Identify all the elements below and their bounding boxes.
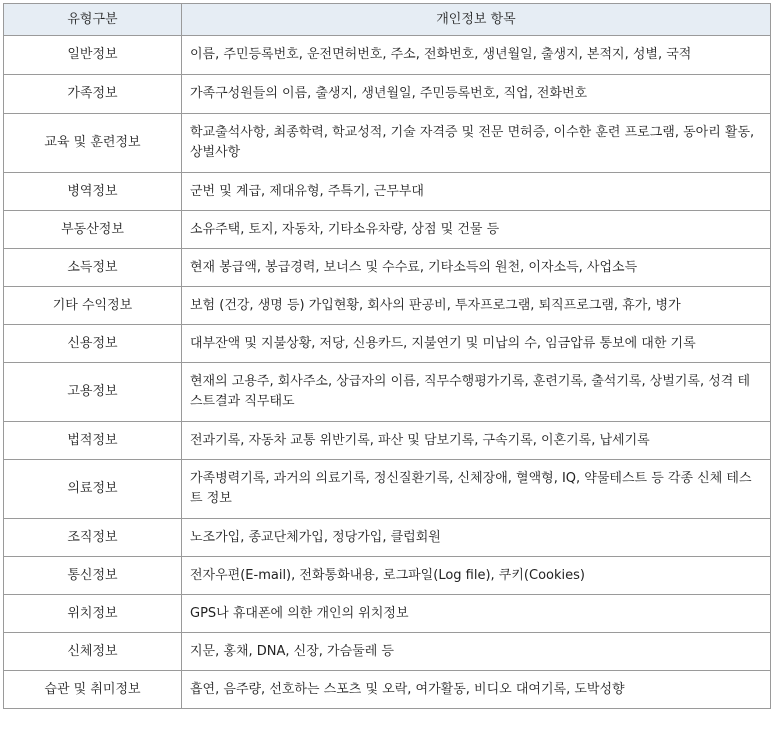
row-category: 법적정보 bbox=[4, 422, 182, 460]
row-items: 가족구성원들의 이름, 출생지, 생년월일, 주민등록번호, 직업, 전화번호 bbox=[182, 75, 771, 114]
row-items: 지문, 홍채, DNA, 신장, 가슴둘레 등 bbox=[182, 633, 771, 671]
row-category: 병역정보 bbox=[4, 173, 182, 211]
table-row bbox=[4, 249, 771, 287]
row-items: 전과기록, 자동차 교통 위반기록, 파산 및 담보기록, 구속기록, 이혼기록, 납세기록 bbox=[182, 422, 771, 460]
table-row bbox=[4, 36, 771, 75]
row-items: 보험 (건강, 생명 등) 가입현황, 회사의 판공비, 투자프로그램, 퇴직프로그램, 휴가, 병가 bbox=[182, 287, 771, 325]
row-items: 학교출석사항, 최종학력, 학교성적, 기술 자격증 및 전문 면허증, 이수한 훈련 프로그램, 동아리 활동, 상벌사항 bbox=[182, 114, 771, 173]
table-row bbox=[4, 114, 771, 173]
table-row bbox=[4, 75, 771, 114]
row-category: 통신정보 bbox=[4, 557, 182, 595]
row-category: 의료정보 bbox=[4, 460, 182, 519]
header-items: 개인정보 항목 bbox=[182, 4, 771, 36]
row-category: 위치정보 bbox=[4, 595, 182, 633]
row-category: 신체정보 bbox=[4, 633, 182, 671]
row-items: GPS나 휴대폰에 의한 개인의 위치정보 bbox=[182, 595, 771, 633]
table-row bbox=[4, 363, 771, 422]
table-row bbox=[4, 671, 771, 709]
row-items: 이름, 주민등록번호, 운전면허번호, 주소, 전화번호, 생년월일, 출생지, 본적지, 성별, 국적 bbox=[182, 36, 771, 75]
table-row bbox=[4, 211, 771, 249]
row-items: 노조가입, 종교단체가입, 정당가입, 클럽회원 bbox=[182, 519, 771, 557]
row-category: 부동산정보 bbox=[4, 211, 182, 249]
row-items: 현재의 고용주, 회사주소, 상급자의 이름, 직무수행평가기록, 훈련기록, 출석기록, 상벌기록, 성격 테스트결과 직무태도 bbox=[182, 363, 771, 422]
row-items: 대부잔액 및 지불상황, 저당, 신용카드, 지불연기 및 미납의 수, 임금압류 통보에 대한 기록 bbox=[182, 325, 771, 363]
row-items: 흡연, 음주량, 선호하는 스포츠 및 오락, 여가활동, 비디오 대여기록, 도박성향 bbox=[182, 671, 771, 709]
table-header-row bbox=[4, 4, 771, 36]
personal-info-table bbox=[3, 3, 771, 709]
table-row bbox=[4, 633, 771, 671]
row-category: 습관 및 취미정보 bbox=[4, 671, 182, 709]
table-row bbox=[4, 287, 771, 325]
row-items: 소유주택, 토지, 자동차, 기타소유차량, 상점 및 건물 등 bbox=[182, 211, 771, 249]
row-category: 고용정보 bbox=[4, 363, 182, 422]
table-row bbox=[4, 595, 771, 633]
table-row bbox=[4, 519, 771, 557]
row-category: 가족정보 bbox=[4, 75, 182, 114]
row-items: 군번 및 계급, 제대유형, 주특기, 근무부대 bbox=[182, 173, 771, 211]
row-category: 기타 수익정보 bbox=[4, 287, 182, 325]
row-category: 교육 및 훈련정보 bbox=[4, 114, 182, 173]
row-category: 조직정보 bbox=[4, 519, 182, 557]
row-items: 가족병력기록, 과거의 의료기록, 정신질환기록, 신체장애, 혈액형, IQ, 약물테스트 등 각종 신체 테스트 정보 bbox=[182, 460, 771, 519]
row-category: 신용정보 bbox=[4, 325, 182, 363]
table-row bbox=[4, 173, 771, 211]
row-category: 일반정보 bbox=[4, 36, 182, 75]
table-row bbox=[4, 460, 771, 519]
row-items: 현재 봉급액, 봉급경력, 보너스 및 수수료, 기타소득의 원천, 이자소득, 사업소득 bbox=[182, 249, 771, 287]
header-category: 유형구분 bbox=[4, 4, 182, 36]
row-category: 소득정보 bbox=[4, 249, 182, 287]
table-row bbox=[4, 557, 771, 595]
table-row bbox=[4, 325, 771, 363]
row-items: 전자우편(E-mail), 전화통화내용, 로그파일(Log file), 쿠키(Cookies) bbox=[182, 557, 771, 595]
table-row bbox=[4, 422, 771, 460]
